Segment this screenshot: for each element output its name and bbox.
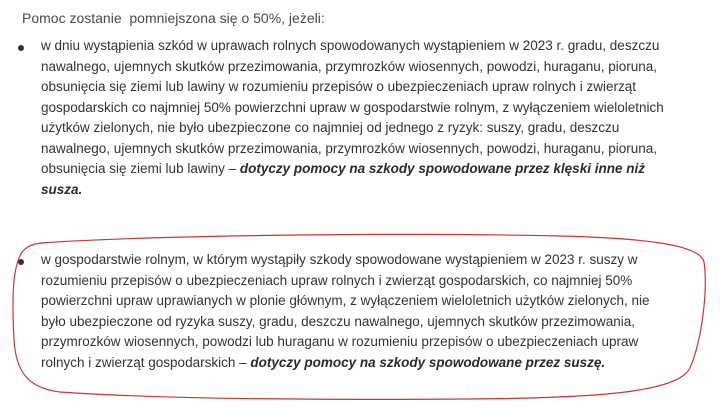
list-item-emphasis: dotyczy pomocy na szkody spowodowane przez suszę. — [250, 354, 606, 370]
list-item-text — [41, 36, 673, 200]
list-item-body: w dniu wystąpienia szkód w uprawach rolnych spowodowanych wystąpieniem w 2023 r. gradu, deszczu nawalnego, ujemnych skutków przezimowania, przymrozków wiosennych, powodzi, huraganu, pioruna, obsunięcia się ziemi lub lawiny w rozumieniu przepisów o ubezpieczeniach upraw rolnych i zwierząt gospodarskich co najmniej 50% powierzchni upraw w gospodarstwie rolnym, z wyłączeniem wieloletnich użytków zielonych, nie było ubezpieczone co najmniej od jednego z ryzyk: suszy, gradu, deszczu nawalnego, ujemnych skutków przezimowania, przymrozków wiosennych, powodzi, huraganu, pioruna, obsunięcia się ziemi lub lawiny – — [41, 38, 664, 176]
bullet-dot-icon — [18, 259, 24, 265]
bullet-dot-icon — [18, 45, 24, 51]
list-item-text — [41, 250, 673, 373]
list-item-body: w gospodarstwie rolnym, w którym wystąpiły szkody spowodowane wystąpieniem w 2023 r. suszy w rozumieniu przepisów o ubezpieczeniach upraw rolnych i zwierząt gospodarskich, co najmniej 50% powierzchni upraw uprawianych w plonie głównym, z wyłączeniem wieloletnich użytków zielonych, nie było ubezpieczone od ryzyka suszy, gradu, deszczu nawalnego, ujemnych skutków przezimowania, przymrozków wiosennych, powodzi lub huraganu w rozumieniu przepisów o ubezpieczeniach upraw rolnych i zwierząt gospodarskich – — [41, 252, 650, 370]
list-item-emphasis: dotyczy pomocy na szkody spowodowane przez klęski inne niż susza. — [41, 161, 645, 197]
intro-text: Pomoc zostanie pomniejszona się o 50%, jeżeli: — [22, 10, 325, 26]
